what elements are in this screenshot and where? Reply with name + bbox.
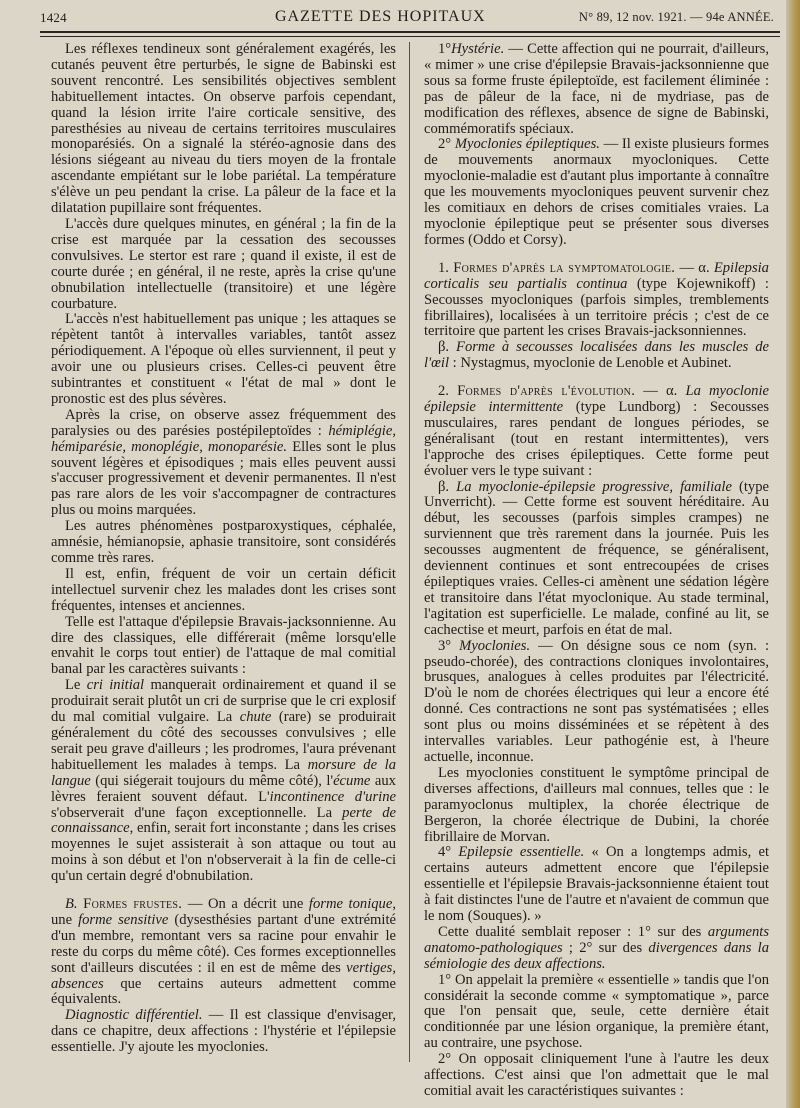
emphasis: Myoclonies épileptiques. bbox=[454, 136, 600, 153]
text-run: (qui siégerait toujours du même côté), l' bbox=[90, 772, 334, 789]
text-run: (rare) se produirait généralement du côté des secousses convulsives ; elle serait peu grave d'ailleurs ; les prodromes, l'aura prévenant habituellement les malades à temps. La bbox=[51, 709, 396, 773]
header-rule-thick bbox=[40, 31, 780, 33]
text-run: ; 2° sur des bbox=[562, 939, 649, 956]
paragraph bbox=[424, 137, 769, 248]
paragraph bbox=[424, 42, 769, 137]
emphasis: divergences dans la sémiologie des deux affections. bbox=[424, 939, 769, 972]
paragraph: Telle est l'attaque d'épilepsie Bravais-jacksonnienne. Au dire des classiques, elle différerait (même lorsqu'elle envahit le corps tout entier) de l'attaque de mal comitial banal par les caractères suivants : bbox=[51, 613, 396, 678]
paragraph: Les myoclonies constituent le symptôme principal de diverses affections, d'ailleurs mal connues, telles que : le paramyoclonus multiplex, la chorée électrique de Bergeron, la chorée électrique de Dubini, la chorée fibrillaire de Morvan. bbox=[424, 764, 769, 845]
section-heading: Formes frustes. bbox=[83, 896, 183, 913]
emphasis: morsure de la langue bbox=[51, 756, 397, 789]
section-label: B. bbox=[65, 896, 78, 913]
text-run: — Il existe plusieurs formes de mouvements anormaux myocloniques. Cette myoclonie-maladie est d'autant plus importante à connaître que les mouvements myocloniques peuvent survenir chez les comitiaux en dehors de crises comitiales vraies. La myoclonie épileptique peut se présenter sous diverses formes (Oddo et Corsy). bbox=[424, 136, 769, 248]
section-heading: Formes d'après la symptomatologie. bbox=[453, 259, 676, 276]
emphasis: chute bbox=[239, 709, 272, 726]
emphasis: vertiges, absences bbox=[51, 959, 396, 992]
left-column bbox=[51, 42, 396, 1056]
right-column bbox=[424, 42, 769, 1100]
text-run: (dysesthésies partant d'une extrémité d'un membre, remontant vers sa racine pour envahir le reste du corps du même côté). Ces formes exceptionnelles sont d'ailleurs discutées : il en est de même des bbox=[51, 911, 396, 976]
emphasis: Epilepsia corticalis seu partialis continua bbox=[424, 259, 769, 292]
paragraph bbox=[51, 678, 396, 885]
page-edge bbox=[786, 0, 800, 1108]
text-run: (type Unverricht). — Cette forme est souvent héréditaire. Au début, les secousses (parfois simples crampes) ne surviennent que très rarement dans la journée. Puis les secousses augmentent de fréquence, se généralisent, deviennent continues et sont entrecoupées de crises épileptiques vraies. Celles-ci amènent une sédation légère et transitoire dans l'état myoclonique. Au stade terminal, l'agitation est superficielle. Le malade, confiné au lit, se cachectise et meurt, parfois en état de mal. bbox=[424, 478, 769, 638]
emphasis: Myoclonies. bbox=[459, 637, 531, 654]
paragraph bbox=[424, 340, 769, 372]
emphasis: perte de connaissance bbox=[51, 804, 396, 837]
paragraph: Les autres phénomènes postparoxystiques, céphalée, amnésie, hémianopsie, aphasie transitoire, sont considérés comme très rares. bbox=[51, 518, 396, 566]
text-run: — α. bbox=[635, 383, 686, 400]
emphasis: Hystérie. bbox=[451, 41, 505, 57]
paragraph: L'accès dure quelques minutes, en général ; la fin de la crise est marquée par la cessation des secousses convulsives. Le stertor est rare ; quand il existe, il est de courte durée ; en général, il ne reste, après la crise qu'une obnubilation intellectuelle (transitoire) et une légère courbature. bbox=[51, 215, 396, 312]
emphasis: forme sensitive bbox=[78, 911, 169, 928]
text-run: : Nystagmus, myoclonie de Lenoble et Aubinet. bbox=[449, 355, 732, 372]
text-run: β. bbox=[438, 478, 457, 495]
text-run: , enfin, serait fort inconstante ; dans les crises moyennes le sujet assisterait à son attaque ou tout au moins à son début et l'on n'observerait à la fin de celle-ci qu'un certain degré d'obnubilation. bbox=[51, 820, 396, 885]
text-run: Elles sont le plus souvent légères et épisodiques ; mais elles peuvent aussi s'accuser progressivement et devenir permanentes. Il n'est pas rare alors de les voir s'accompagner de contractures plus ou moins marquées. bbox=[51, 438, 396, 519]
text-run: aux lèvres feraient souvent défaut. L' bbox=[51, 772, 396, 805]
emphasis: Diagnostic différentiel. bbox=[65, 1007, 203, 1024]
emphasis: Forme à secousses localisées dans les muscles de l'œil bbox=[424, 339, 769, 372]
text-run: Le bbox=[65, 677, 87, 694]
item-number: 1. bbox=[438, 259, 449, 276]
section-heading: Formes d'après l'évolution. bbox=[457, 383, 636, 400]
emphasis: La myoclonie épilepsie intermittente bbox=[424, 383, 769, 416]
paragraph: 1° On appelait la première « essentielle » tandis que l'on considérait la seconde comme « symptomatique », parce que l'on pensait que, seule, cette dernière était conditionnée par une lésion organique, la première étant, au contraire, une psychose. bbox=[424, 971, 769, 1052]
issue-info: N° 89, 12 nov. 1921. — 94e ANNÉE. bbox=[578, 10, 774, 24]
text-run: β. bbox=[438, 339, 457, 356]
item-number: 2. bbox=[438, 383, 449, 400]
emphasis: cri initial bbox=[86, 677, 145, 694]
item-number: 2° bbox=[438, 136, 452, 153]
paragraph: 2° On opposait cliniquement l'une à l'autre les deux affections. C'est ainsi que l'on admettait que le mal comitial avait les caractéristiques suivantes : bbox=[424, 1051, 769, 1099]
text-run: — On a décrit une bbox=[182, 896, 309, 913]
journal-title: GAZETTE DES HOPITAUX bbox=[275, 8, 486, 25]
text-run: Après la crise, on observe assez fréquemment des paralysies ou des parésies postépileptoïdes : bbox=[51, 406, 396, 439]
paragraph bbox=[424, 384, 769, 479]
emphasis: forme tonique bbox=[308, 896, 393, 913]
header-rule-thin bbox=[40, 36, 780, 37]
emphasis: Epilepsie essentielle. bbox=[458, 844, 585, 861]
text-run: « On a longtemps admis, et certains auteurs admettent encore que l'épilepsie essentielle et l'épilepsie Bravais-jacksonnienne étaient tout à fait distinctes l'une de l'autre et n'avaient de commun que le nom (Souques). » bbox=[424, 844, 769, 925]
text-run: — α. bbox=[675, 259, 714, 276]
paragraph bbox=[424, 639, 769, 766]
item-number: 3° bbox=[438, 637, 452, 654]
text-run: , une bbox=[51, 896, 396, 928]
item-number: 4° bbox=[438, 844, 452, 861]
emphasis: incontinence d'urine bbox=[269, 788, 396, 805]
paragraph bbox=[424, 845, 769, 925]
column-divider bbox=[409, 42, 410, 1062]
text-run: (type Kojewnikoff) : Secousses myocloniques (parfois simples, tremblements fibrillaires), localisées à un territoire précis ; c'est de ce territoire que partent les crises Bravais-jacksonniennes. bbox=[424, 275, 769, 340]
paragraph bbox=[51, 408, 396, 519]
paragraph: Les réflexes tendineux sont généralement exagérés, les cutanés peuvent être perturbés, le signe de Babinski est souvent rencontré. Les sensibilités objectives semblent habituellement intactes. On observe parfois cependant, quand la lésion irrite l'aire corticale sensitive, des paresthésies au niveau de certains territoires musculaires monoparésiés. On a signalé la stéréo-agnosie dans des lésions siégeant au niveau du tiers moyen de la frontale ascendante empiétant sur le lobe pariétal. La température s'élève un peu pendant la crise. La pâleur de la face et la dilatation pupillaire sont fréquentes. bbox=[51, 41, 396, 217]
text-run: s'observerait d'une façon exceptionnelle. La bbox=[51, 804, 343, 821]
emphasis: écume bbox=[333, 772, 371, 789]
running-header bbox=[40, 4, 780, 30]
emphasis: La myoclonie-épilepsie progressive, familiale bbox=[456, 478, 732, 495]
paragraph bbox=[424, 480, 769, 639]
paragraph: L'accès n'est habituellement pas unique ; les attaques se répètent tantôt à intervalles variables, tantôt assez périodiquement. A l'époque où elles surviennent, il peut y avoir une ou plusieurs crises. Celles-ci peuvent être subintrantes et constituent « l'état de mal » dont le pronostic est des plus sévères. bbox=[51, 311, 396, 407]
text-run: Cette dualité semblait reposer : 1° sur des bbox=[438, 923, 708, 940]
text-run: manquerait ordinairement et quand il se produirait serait plutôt un cri de surprise que le cri explosif du mal comitial vulgaire. La bbox=[51, 677, 396, 726]
text-run: — Cette affection qui ne pourrait, d'ailleurs, « mimer » une crise d'épilepsie Bravais-jacksonnienne que sous sa forme fruste épileptoïde, est facilement éliminée : pas de pâleur de la face, ni de mydriase, pas de modification des réflexes, absence de signe de Babinski, commémoratifs spéciaux. bbox=[424, 41, 769, 137]
paragraph bbox=[424, 261, 769, 341]
paragraph bbox=[424, 925, 769, 973]
paragraph bbox=[51, 897, 396, 1008]
text-run: que certains auteurs admettent comme équivalents. bbox=[51, 975, 396, 1008]
text-run: (type Lundborg) : Secousses musculaires, rares pendant de longues périodes, se généralisant (tout en restant intermittentes), vers l'approche des crises épileptiques. Cette forme peut évoluer vers le type suivant : bbox=[424, 399, 769, 479]
emphasis: arguments anatomo-pathologiques bbox=[424, 923, 769, 956]
item-number: 1° bbox=[438, 41, 452, 57]
emphasis: hémiplégie, hémiparésie, monoplégie, monoparésie. bbox=[51, 422, 396, 455]
text-run: — Il est classique d'envisager, dans ce chapitre, deux affections : l'hystérie et l'épilepsie essentielle. J'y ajoute les myoclonies. bbox=[51, 1007, 396, 1056]
paragraph bbox=[51, 1008, 396, 1056]
text-run: — On désigne sous ce nom (syn. : pseudo-chorée), des contractions cloniques involontaires, brusques, analogues à celles produites par l'électricité. D'où le nom de chorées électriques qui leur a encore été donné. Ces contractions ne sont pas systématisées ; elles sont plus ou moins disséminées et se répètent à des intervalles variables. Leur pathogénie est, à l'heure actuelle, inconnue. bbox=[424, 637, 769, 765]
paragraph: Il est, enfin, fréquent de voir un certain déficit intellectuel survenir chez les malades dont les crises sont fréquentes, intenses et anciennes. bbox=[51, 565, 396, 614]
page-number: 1424 bbox=[40, 10, 67, 25]
